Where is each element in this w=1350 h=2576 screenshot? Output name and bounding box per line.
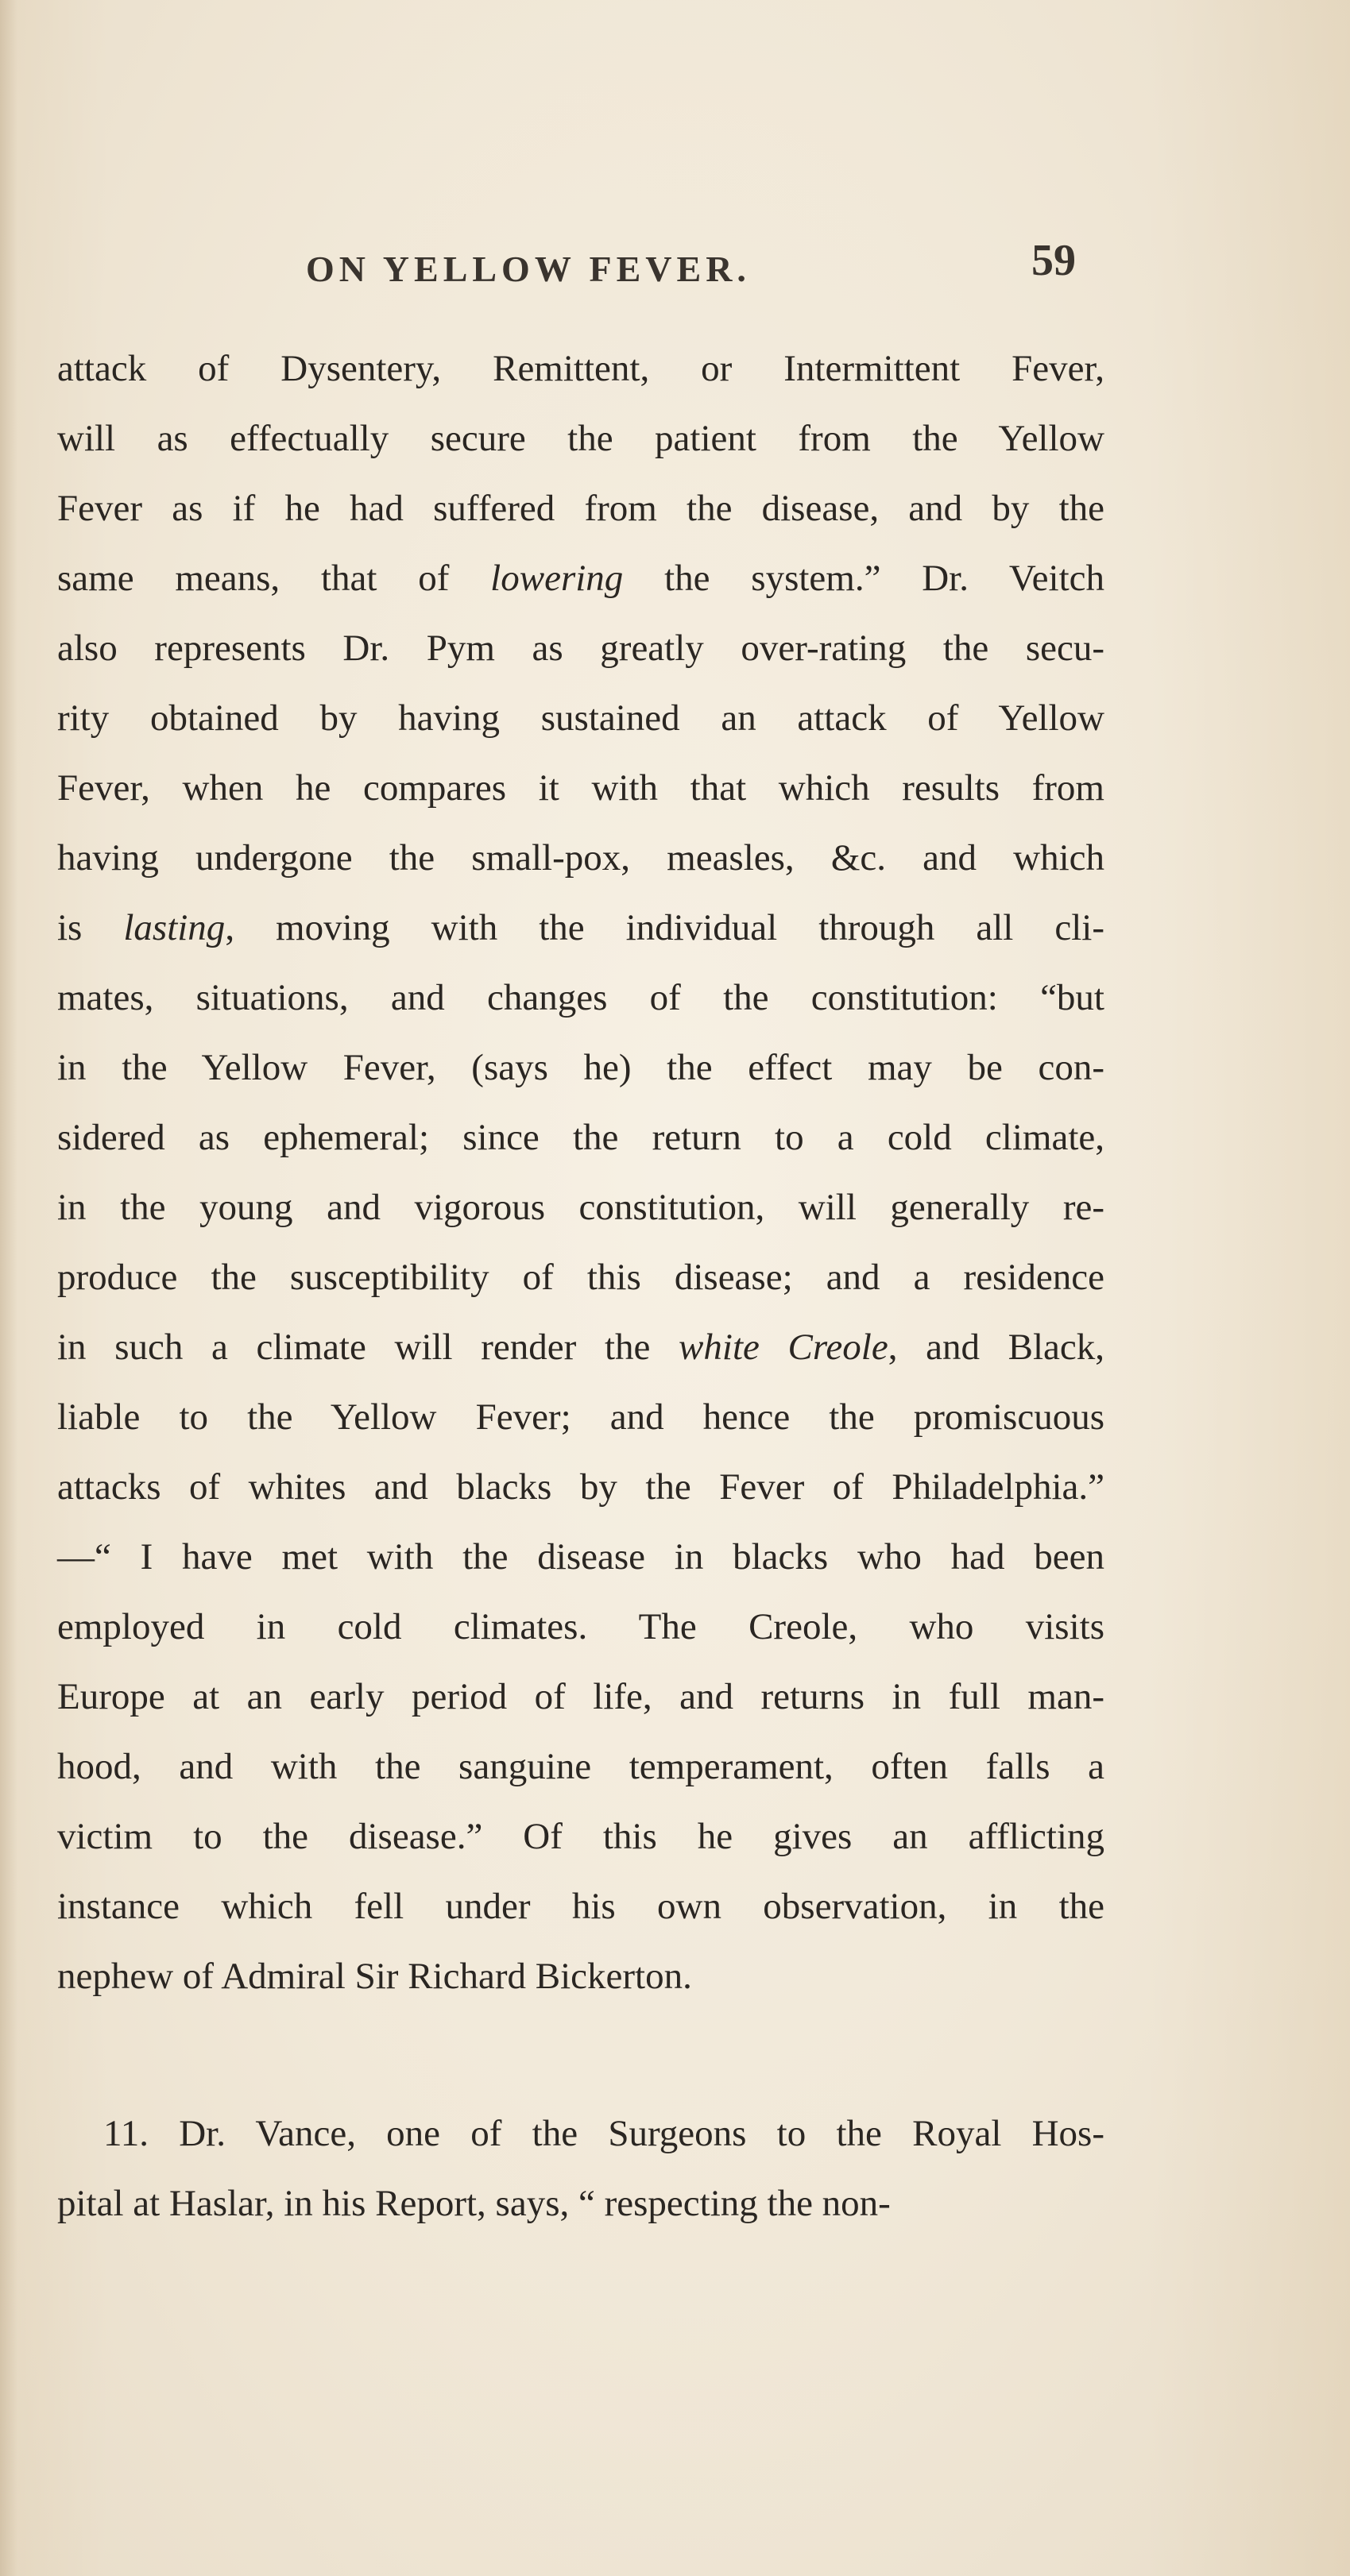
paragraph-1 — [57, 334, 1104, 2011]
text-line: in the young and vigorous constitution, will generally re- — [57, 1187, 1104, 1228]
text-line: victim to the disease.” Of this he gives an afflicting — [57, 1816, 1104, 1857]
italic-text: lasting — [123, 907, 226, 948]
text-line: same means, that of lowering the system.” Dr. Veitch — [57, 558, 1104, 599]
text-line: employed in cold climates. The Creole, who visits — [57, 1606, 1104, 1647]
text-line: —“ I have met with the disease in blacks who had been — [57, 1536, 1104, 1578]
italic-text: lowering — [490, 558, 624, 599]
text-line: rity obtained by having sustained an attack of Yellow — [57, 697, 1104, 739]
page-number: 59 — [1031, 236, 1076, 285]
running-head: ON YELLOW FEVER. — [306, 249, 751, 289]
text-line: 11. Dr. Vance, one of the Surgeons to the Royal Hos- — [103, 2113, 1104, 2154]
text-line: will as effectually secure the patient from the Yellow — [57, 418, 1104, 459]
text-line: pital at Haslar, in his Report, says, “ respecting the non- — [57, 2183, 891, 2224]
text-line: also represents Dr. Pym as greatly over-rating the secu- — [57, 628, 1104, 669]
text-line: is lasting, moving with the individual through all cli- — [57, 907, 1104, 948]
text-line: produce the susceptibility of this disease; and a residence — [57, 1257, 1104, 1298]
text-line: attack of Dysentery, Remittent, or Intermittent Fever, — [57, 348, 1104, 389]
text-line: Fever, when he compares it with that which results from — [57, 767, 1104, 809]
text-line: in such a climate will render the white Creole, and Black, — [57, 1327, 1104, 1368]
text-line: hood, and with the sanguine temperament, often falls a — [57, 1746, 1104, 1787]
paragraph-2 — [57, 2099, 1104, 2238]
text-line: Fever as if he had suffered from the disease, and by the — [57, 488, 1104, 529]
text-line: sidered as ephemeral; since the return to a cold climate, — [57, 1117, 1104, 1158]
text-line: having undergone the small-pox, measles, &c. and which — [57, 837, 1104, 879]
text-line: instance which fell under his own observation, in the — [57, 1886, 1104, 1927]
text-line: mates, situations, and changes of the constitution: “but — [57, 977, 1104, 1018]
page-gutter-shadow — [0, 0, 17, 2576]
italic-text: white Creole — [679, 1327, 888, 1368]
page-header — [0, 230, 1350, 318]
text-line: liable to the Yellow Fever; and hence the promiscuous — [57, 1396, 1104, 1438]
text-line: in the Yellow Fever, (says he) the effect may be con- — [57, 1047, 1104, 1088]
body-text — [57, 334, 1104, 2238]
text-line: nephew of Admiral Sir Richard Bickerton. — [57, 1956, 692, 1997]
text-line: attacks of whites and blacks by the Fever of Philadelphia.” — [57, 1466, 1104, 1508]
text-line: Europe at an early period of life, and returns in full man- — [57, 1676, 1104, 1717]
